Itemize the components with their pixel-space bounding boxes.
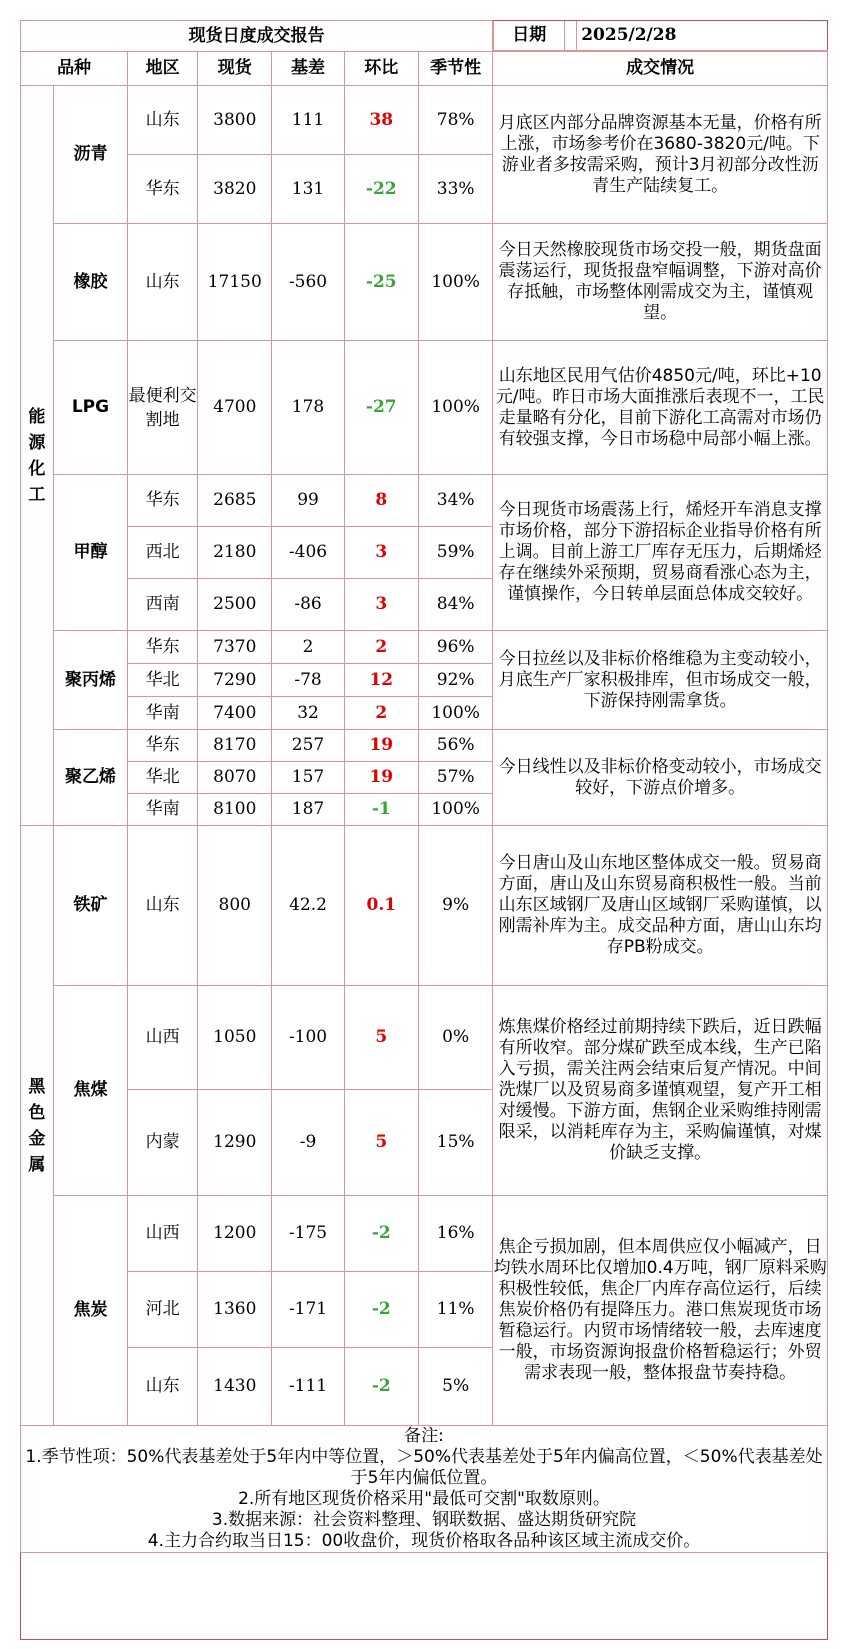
seasonal-cell: 100% <box>418 697 492 730</box>
basis-cell: -560 <box>272 224 344 341</box>
mom-cell: -2 <box>344 1348 418 1426</box>
seasonal-cell: 92% <box>418 664 492 697</box>
mom-cell: -22 <box>344 155 418 224</box>
mom-cell: -25 <box>344 224 418 341</box>
basis-cell: -9 <box>272 1090 344 1196</box>
seasonal-cell: 11% <box>418 1272 492 1348</box>
basis-cell: 32 <box>272 697 344 730</box>
sector-energy: 能源化工 <box>21 86 54 826</box>
basis-cell: 2 <box>272 631 344 664</box>
region-cell: 华北 <box>128 762 198 794</box>
mom-cell: 5 <box>344 986 418 1090</box>
spot-cell: 8170 <box>198 730 272 762</box>
spot-cell: 7400 <box>198 697 272 730</box>
mom-cell: 19 <box>344 762 418 794</box>
basis-cell: -100 <box>272 986 344 1090</box>
basis-cell: 187 <box>272 794 344 826</box>
product-name: 聚乙烯 <box>53 730 127 826</box>
product-name: 橡胶 <box>53 224 127 341</box>
date-value: 2025/2/28 <box>577 21 828 51</box>
header-variety: 品种 <box>21 52 128 86</box>
mom-cell: 2 <box>344 697 418 730</box>
date-label: 日期 <box>494 21 565 51</box>
mom-cell: 38 <box>344 86 418 155</box>
header-spot: 现货 <box>198 52 272 86</box>
seasonal-cell: 100% <box>418 341 492 475</box>
mom-cell: 2 <box>344 631 418 664</box>
mom-cell: 0.1 <box>344 826 418 986</box>
region-cell: 山东 <box>128 86 198 155</box>
spot-cell: 17150 <box>198 224 272 341</box>
situation-text: 月底区内部分品牌资源基本无量，价格有所上涨，市场参考价在3680-3820元/吨。下游业者多按需采购，预计3月初部分改性沥青生产陆续复工。 <box>493 86 828 224</box>
region-cell: 山西 <box>128 1196 198 1272</box>
seasonal-cell: 5% <box>418 1348 492 1426</box>
notes-label: 备注: <box>404 1426 444 1446</box>
mom-cell: 12 <box>344 664 418 697</box>
note-line: 3.数据来源：社会资料整理、钢联数据、盛达期货研究院 <box>211 1510 637 1530</box>
region-cell: 山西 <box>128 986 198 1090</box>
situation-text: 山东地区民用气估价4850元/吨，环比+10元/吨。昨日市场大面推涨后表现不一，工民走量略有分化，目前下游化工高需对市场仍有较强支撑，今日市场稳中局部小幅上涨。 <box>493 341 828 475</box>
header-basis: 基差 <box>272 52 344 86</box>
basis-cell: 257 <box>272 730 344 762</box>
basis-cell: -86 <box>272 579 344 631</box>
spot-cell: 2180 <box>198 527 272 579</box>
basis-cell: 111 <box>272 86 344 155</box>
product-name: 沥青 <box>53 86 127 224</box>
basis-cell: -171 <box>272 1272 344 1348</box>
spot-cell: 4700 <box>198 341 272 475</box>
spot-cell: 1360 <box>198 1272 272 1348</box>
region-cell: 华南 <box>128 697 198 730</box>
spot-cell: 1200 <box>198 1196 272 1272</box>
situation-text: 焦企亏损加剧，但本周供应仅小幅减产，日均铁水周环比仅增加0.4万吨，钢厂原料采购积极性较低，焦企厂内库存高位运行，后续焦炭价格仍有提降压力。港口焦炭现货市场暂稳运行。内贸市场情绪较一般，去库速度一般，市场资源询报盘价格暂稳运行；外贸需求表现一般，整体报盘节奏持稳。 <box>493 1196 828 1426</box>
sector-metals: 黑色金属 <box>21 826 54 1426</box>
basis-cell: -175 <box>272 1196 344 1272</box>
seasonal-cell: 16% <box>418 1196 492 1272</box>
seasonal-cell: 100% <box>418 794 492 826</box>
basis-cell: -111 <box>272 1348 344 1426</box>
product-name: 焦炭 <box>53 1196 127 1426</box>
region-cell: 西北 <box>128 527 198 579</box>
region-cell: 山东 <box>128 826 198 986</box>
note-line: 2.所有地区现货价格采用"最低可交割"取数原则。 <box>238 1489 610 1509</box>
spot-cell: 3800 <box>198 86 272 155</box>
product-name: LPG <box>53 341 127 475</box>
seasonal-cell: 59% <box>418 527 492 579</box>
header-region: 地区 <box>128 52 198 86</box>
region-cell: 最便利交割地 <box>128 341 198 475</box>
note-line: 1.季节性项：50%代表基差处于5年内中等位置，＞50%代表基差处于5年内偏高位置，＜50%代表基差处于5年内偏低位置。 <box>25 1447 823 1488</box>
seasonal-cell: 15% <box>418 1090 492 1196</box>
seasonal-cell: 57% <box>418 762 492 794</box>
seasonal-cell: 34% <box>418 475 492 527</box>
spot-cell: 2685 <box>198 475 272 527</box>
seasonal-cell: 78% <box>418 86 492 155</box>
report-title: 现货日度成交报告 <box>21 21 493 52</box>
seasonal-cell: 33% <box>418 155 492 224</box>
spot-cell: 7290 <box>198 664 272 697</box>
region-cell: 华北 <box>128 664 198 697</box>
region-cell: 西南 <box>128 579 198 631</box>
situation-text: 今日拉丝以及非标价格维稳为主变动较小，月底生产厂家积极排库，但市场成交一般，下游保持刚需拿货。 <box>493 631 828 730</box>
basis-cell: -78 <box>272 664 344 697</box>
basis-cell: 178 <box>272 341 344 475</box>
product-name: 聚丙烯 <box>53 631 127 730</box>
header-seasonal: 季节性 <box>418 52 492 86</box>
seasonal-cell: 100% <box>418 224 492 341</box>
basis-cell: 42.2 <box>272 826 344 986</box>
region-cell: 山东 <box>128 224 198 341</box>
basis-cell: 99 <box>272 475 344 527</box>
basis-cell: 157 <box>272 762 344 794</box>
mom-cell: 3 <box>344 579 418 631</box>
report-table <box>20 20 828 1553</box>
situation-text: 今日线性以及非标价格变动较小，市场成交较好，下游点价增多。 <box>493 730 828 826</box>
mom-cell: 3 <box>344 527 418 579</box>
situation-text: 炼焦煤价格经过前期持续下跌后，近日跌幅有所收窄。部分煤矿跌至成本线，生产已陷入亏损，需关注两会结束后复产情况。中间洗煤厂以及贸易商多谨慎观望，复产开工相对缓慢。下游方面，焦钢企业采购维持刚需限采，以消耗库存为主，采购偏谨慎，对煤价缺乏支撑。 <box>493 986 828 1196</box>
situation-text: 今日唐山及山东地区整体成交一般。贸易商方面，唐山及山东贸易商积极性一般。当前山东区域钢厂及唐山区域钢厂采购谨慎，以刚需补库为主。成交品种方面，唐山山东均存PB粉成交。 <box>493 826 828 986</box>
region-cell: 内蒙 <box>128 1090 198 1196</box>
header-situation: 成交情况 <box>493 52 828 86</box>
notes-block <box>21 1426 828 1553</box>
spot-cell: 8070 <box>198 762 272 794</box>
spot-cell: 7370 <box>198 631 272 664</box>
product-name: 铁矿 <box>53 826 127 986</box>
mom-cell: 8 <box>344 475 418 527</box>
region-cell: 华东 <box>128 631 198 664</box>
mom-cell: -2 <box>344 1272 418 1348</box>
spot-cell: 3820 <box>198 155 272 224</box>
seasonal-cell: 96% <box>418 631 492 664</box>
basis-cell: 131 <box>272 155 344 224</box>
seasonal-cell: 56% <box>418 730 492 762</box>
seasonal-cell: 84% <box>418 579 492 631</box>
spot-cell: 1050 <box>198 986 272 1090</box>
header-mom: 环比 <box>344 52 418 86</box>
seasonal-cell: 0% <box>418 986 492 1090</box>
region-cell: 山东 <box>128 1348 198 1426</box>
mom-cell: 19 <box>344 730 418 762</box>
note-line: 4.主力合约取当日15：00收盘价，现货价格取各品种该区域主流成交价。 <box>147 1531 701 1551</box>
mom-cell: -1 <box>344 794 418 826</box>
situation-text: 今日天然橡胶现货市场交投一般，期货盘面震荡运行，现货报盘窄幅调整，下游对高价存抵触，市场整体刚需成交为主，谨慎观望。 <box>493 224 828 341</box>
basis-cell: -406 <box>272 527 344 579</box>
product-name: 焦煤 <box>53 986 127 1196</box>
product-name: 甲醇 <box>53 475 127 631</box>
situation-text: 今日现货市场震荡上行，烯烃开车消息支撑市场价格，部分下游招标企业指导价格有所上调。目前上游工厂库存无压力，后期烯烃存在继续外采预期，贸易商看涨心态为主，谨慎操作，今日转单层面总体成交较好。 <box>493 475 828 631</box>
mom-cell: 5 <box>344 1090 418 1196</box>
region-cell: 华东 <box>128 730 198 762</box>
spot-cell: 800 <box>198 826 272 986</box>
mom-cell: -27 <box>344 341 418 475</box>
region-cell: 华东 <box>128 155 198 224</box>
spot-cell: 1430 <box>198 1348 272 1426</box>
mom-cell: -2 <box>344 1196 418 1272</box>
spot-cell: 2500 <box>198 579 272 631</box>
region-cell: 河北 <box>128 1272 198 1348</box>
region-cell: 华南 <box>128 794 198 826</box>
seasonal-cell: 9% <box>418 826 492 986</box>
region-cell: 华东 <box>128 475 198 527</box>
spot-cell: 8100 <box>198 794 272 826</box>
spot-cell: 1290 <box>198 1090 272 1196</box>
